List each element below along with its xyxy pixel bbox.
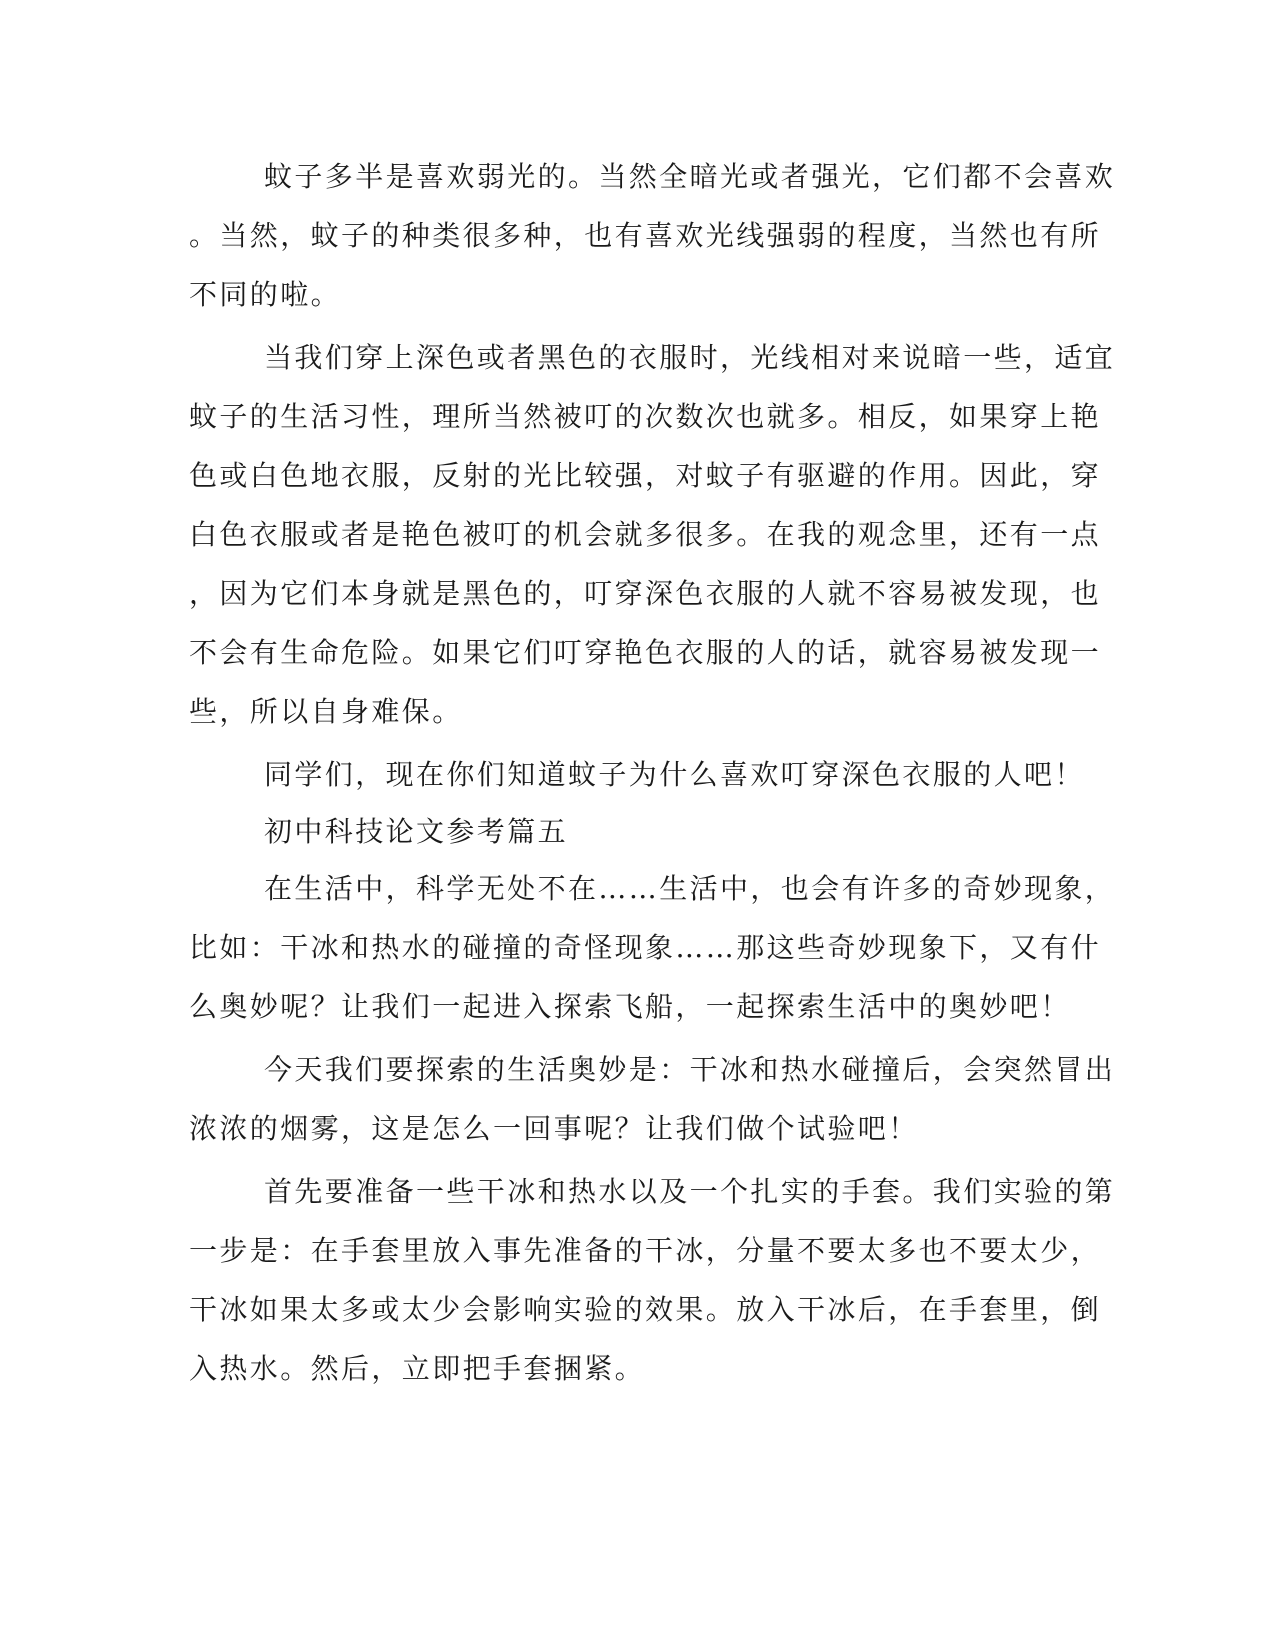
text-line: 蚊子多半是喜欢弱光的。当然全暗光或者强光，它们都不会喜欢 <box>264 160 1116 193</box>
text-line: 当我们穿上深色或者黑色的衣服时，光线相对来说暗一些，适宜 <box>264 341 1116 374</box>
text-line: 不会有生命危险。如果它们叮穿艳色衣服的人的话，就容易被发现一 <box>189 636 1102 669</box>
text-line: 干冰如果太多或太少会影响实验的效果。放入干冰后，在手套里，倒 <box>189 1293 1102 1326</box>
text-line: 些，所以自身难保。 <box>189 695 463 728</box>
text-line: ，因为它们本身就是黑色的，叮穿深色衣服的人就不容易被发现，也 <box>189 577 1102 610</box>
text-line: 蚊子的生活习性，理所当然被叮的次数次也就多。相反，如果穿上艳 <box>189 400 1102 433</box>
text-line: 白色衣服或者是艳色被叮的机会就多很多。在我的观念里，还有一点 <box>189 518 1102 551</box>
section-heading: 初中科技论文参考篇五 <box>264 815 569 848</box>
text-line: 同学们，现在你们知道蚊子为什么喜欢叮穿深色衣服的人吧！ <box>264 758 1085 791</box>
text-line: 不同的啦。 <box>189 278 342 311</box>
text-line: 比如：干冰和热水的碰撞的奇怪现象……那这些奇妙现象下，又有什 <box>189 931 1102 964</box>
text-line: 首先要准备一些干冰和热水以及一个扎实的手套。我们实验的第 <box>264 1175 1116 1208</box>
text-line: 。当然，蚊子的种类很多种，也有喜欢光线强弱的程度，当然也有所 <box>189 219 1102 252</box>
text-line: 一步是：在手套里放入事先准备的干冰，分量不要太多也不要太少， <box>189 1234 1102 1267</box>
text-line: 在生活中，科学无处不在……生活中，也会有许多的奇妙现象， <box>264 872 1116 905</box>
text-line: 色或白色地衣服，反射的光比较强，对蚊子有驱避的作用。因此，穿 <box>189 459 1102 492</box>
text-line: 么奥妙呢？让我们一起进入探索飞船，一起探索生活中的奥妙吧！ <box>189 990 1071 1023</box>
text-line: 浓浓的烟雾，这是怎么一回事呢？让我们做个试验吧！ <box>189 1112 919 1145</box>
text-line: 今天我们要探索的生活奥妙是：干冰和热水碰撞后，会突然冒出 <box>264 1053 1116 1086</box>
text-line: 入热水。然后，立即把手套捆紧。 <box>189 1352 646 1385</box>
